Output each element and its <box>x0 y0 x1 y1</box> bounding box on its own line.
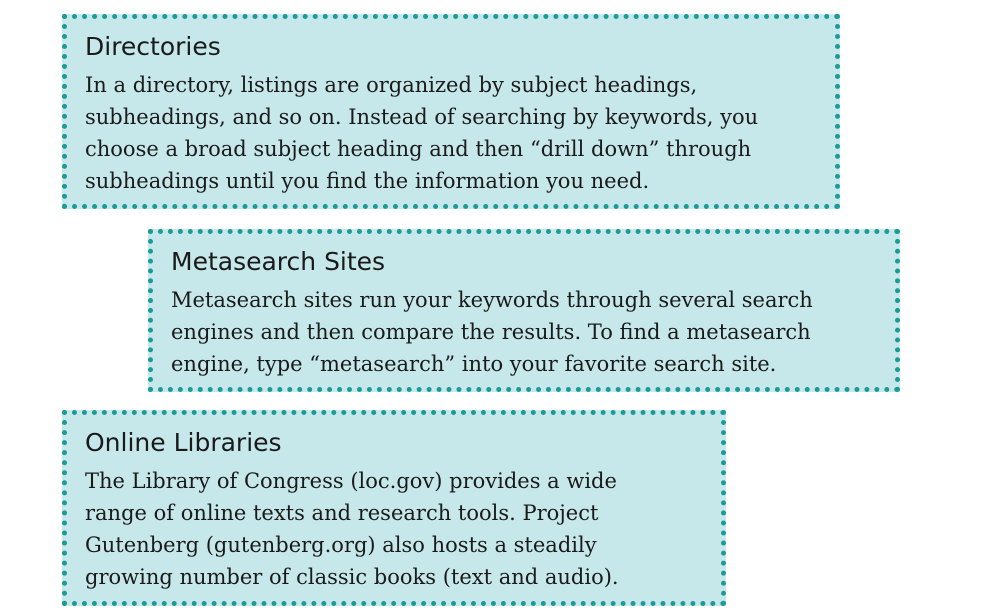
directories-text <box>85 69 817 197</box>
online-libraries-callout <box>62 410 726 606</box>
online-libraries-title: Online Libraries <box>85 428 282 457</box>
online-libraries-text <box>85 465 703 593</box>
online-libraries-line: Gutenberg (gutenberg.org) also hosts a steadily <box>85 533 597 557</box>
metasearch-title: Metasearch Sites <box>171 247 386 276</box>
directories-line: subheadings, and so on. Instead of searching by keywords, you <box>85 105 759 129</box>
metasearch-line: engine, type “metasearch” into your favorite search site. <box>171 352 777 376</box>
online-libraries-line: range of online texts and research tools. Project <box>85 501 599 525</box>
online-libraries-line: growing number of classic books (text and audio). <box>85 565 619 589</box>
metasearch-line: engines and then compare the results. To find a metasearch <box>171 320 811 344</box>
online-libraries-line: The Library of Congress (loc.gov) provides a wide <box>85 469 617 493</box>
metasearch-line: Metasearch sites run your keywords through several search <box>171 288 813 312</box>
directories-line: subheadings until you find the information you need. <box>85 169 650 193</box>
directories-line: choose a broad subject heading and then “drill down” through <box>85 137 752 161</box>
directories-title: Directories <box>85 32 221 61</box>
metasearch-callout <box>148 229 900 392</box>
directories-callout <box>62 14 840 209</box>
metasearch-text <box>171 284 877 380</box>
directories-line: In a directory, listings are organized by subject headings, <box>85 73 698 97</box>
